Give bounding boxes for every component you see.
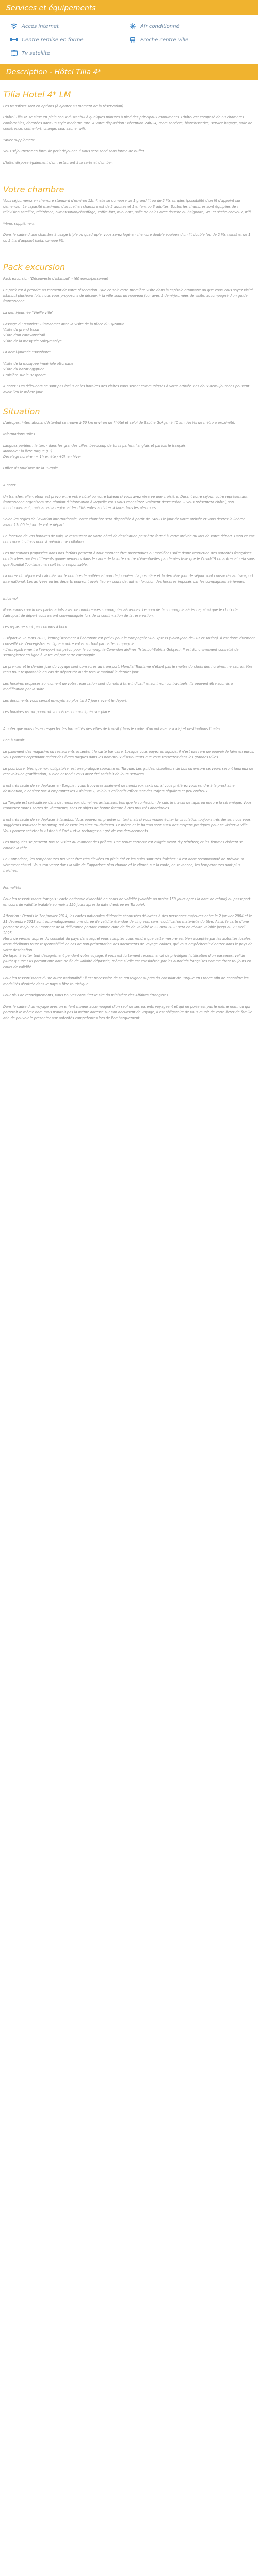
description-banner: Description - Hôtel Tilia 4* (0, 64, 258, 80)
rooms-text: Dans le cadre d'une chambre à usage triple ou quadruple, vous serez logé en chambre double équipée d'un lit double (ou de 2 lits twins) et de 1 ou 2 lits d'appoint (sofa, canapé lit). (3, 233, 251, 243)
infos-text: Les horaires proposés au moment de votre réservation sont donnés à titre indicatif et sont non contractuels. Ils peuvent être soumis à modification par la suite. (3, 682, 233, 691)
rooms-text: *Avec supplément (3, 222, 35, 226)
tips-text: En Cappadoce, les températures peuvent être très élevées en plein été et les nuits sont très fraîches : il est donc recommandé de prévoir un vêtement chaud. Vous trouverez dans la ville de Cappadoce plus chaude et le climat, sur la route, en revanche, les températures sont plus fraîches. (3, 857, 244, 873)
pack-text: A noter : Les déjeuners ne sont pas inclus et les horaires des visites vous seront communiqués à votre arrivée. Les deux demi-journées peuvent avoir lieu le même jour. (3, 384, 250, 394)
pack-text: Ce pack est à prendre au moment de votre réservation. Que ce soit votre première visite dans la capitale ottomane ou que vous vous soyez visité Istanbul plusieurs fois, nous vous proposons de découvrir la ville sous un nouveau jour avec 2 demi-journées de visite, accompagné d'un guide francophone. (3, 288, 253, 303)
equipment-item (129, 36, 248, 43)
equipment-label: Accès internet (22, 23, 59, 29)
equipment-label: Centre remise en forme (22, 37, 84, 43)
hotel-intro-text: *Avec supplément (3, 138, 35, 142)
hotel-intro-text: L'hôtel dispose également d'un restaurant à la carte et d'un bar. (3, 161, 113, 165)
hotel-intro-text: Vous séjournerez en formule petit déjeuner. Il vous sera servi sous forme de buffet. (3, 149, 146, 154)
infos-text: Les horaires retour pourront vous être communiqués sur place. (3, 710, 111, 714)
pack-text: Visite de la mosquée impériale ottomane Visite du bazar égyptien Croisière sur le Bosphore (3, 362, 74, 377)
pack-text: Pack excursion "Découverte d'Istanbul" - (60 euros/personne) (3, 277, 109, 281)
equipment-item (10, 36, 129, 43)
infos-text: Nous avons conclu des partenariats avec de nombreuses compagnies aériennes. Le nom de la compagnie aérienne, ainsi que le choix de l'aéroport de départ vous seront communiqués lors de la confirmation de la réservation. (3, 608, 238, 618)
notes-text: Un transfert aller-retour est prévu entre votre hôtel ou votre bateau si vous avez réservé une croisière. Durant votre séjour, votre représentant francophone organisera une réunion d'information à laquelle vous vous connaîtrez vraiment d'excursion. Il vous présentera l'hôtel, son fonctionnement, mais aussi la région et les différentes activités à faire dans les alentours. (3, 495, 248, 510)
situation-text: L'aéroport international d'Istanbul se trouve à 50 km environ de l'hôtel et celui de Sabiha Gokçen à 40 km. Arrêts de métro à proximité. (3, 421, 235, 425)
formalites-text: Dans le cadre d'un voyage avec un enfant mineur accompagné d'un seul de ses parents voyageant et qui ne porte est pas le même nom, ou qui porterait le même nom mais n'aurait pas la même adresse sur son document de voyage, il est obligatoire de vous munir de votre livret de famille afin de pouvoir le présenter aux autorités compétentes lors de l'embarquement. (3, 1005, 253, 1020)
pack-heading: Pack excursion (3, 262, 66, 272)
situation-text: Langues parlées : le turc - dans les grandes villes, beaucoup de turcs parlent l'anglais et parfois le français Monnaie : la livre turque (LT) Décalage horaire : + 1h en été / +2h en hiver (3, 444, 186, 459)
equipment-label: Air conditionné (140, 23, 180, 29)
formalites-text: Pour les ressortissants français : carte nationale d'identité en cours de validité (valable au moins 150 jours après la date de retour) ou passeport en cours de validité (valable au moins 150 jours après la date d'entrée en Turquie). (3, 897, 251, 907)
tips-text: Les mosquées se peuvent pas se visiter au moment des prières. Une tenue correcte est exigée avant d'y pénétrer, et les femmes doivent se couvrir la tête. (3, 840, 244, 850)
tips-text: Il est très facile de se déplacer à Istanbul. Vous pouvez emprunter un taxi mais si vous voulez éviter la circulation toujours très dense, nous vous suggérons d'utiliser le tramway, qui dessert les sites touristiques. Le métro et le bateau sont aussi des moyens pratiques pour se visiter la ville. Vous pouvez acheter la « Istanbul Kart » et la recharger au gré de vos déplacements. (3, 818, 251, 833)
tips-heading: Bon à savoir (3, 738, 24, 742)
notes-text: En fonction de vos horaires de vols, le restaurant de votre hôtel de destination peut être fermé à votre arrivée ou lors de votre départ. Dans ce cas nous vous invitons donc à prévoir une collation. (3, 534, 255, 544)
infos-heading: Infos vol (3, 597, 18, 601)
wifi-icon (10, 23, 18, 30)
infos-text: Les documents vous seront envoyés au plus tard 7 jours avant le départ. (3, 699, 128, 703)
situation-heading: Situation (3, 406, 40, 416)
infos-text: - Départ le 26 Mars 2023, l'enregistrement à l'aéroport est prévu pour le compagnie SunExpress (Saint-Jean-de-Luz et Toulon). Il est donc vivement conseillé de s'enregistrer en ligne à votre vol et surtout par cette compagnie. - L'enregistrement à l'aéroport est prévu pour la compagnie Corendon airlines (Istanbul-Sabiha Gokçen). Il est donc vivement conseillé de s'enregistrer en ligne à votre vol par cette compagnie. (3, 636, 255, 657)
bus-icon (129, 36, 136, 43)
situation-text: Informations utiles (3, 432, 35, 436)
formalites-heading: Formalités (3, 886, 21, 890)
hotel-heading: Tilia Hotel 4* LM (3, 90, 71, 99)
pack-text: La demi-journée "Vieille ville" (3, 311, 54, 315)
hotel-intro-text: L'hôtel Tilia 4* se situe en plein coeur d'Istanbul à quelques minutes à pied des principaux monuments. L'hôtel est composé de 60 chambres confortables, décorées dans un style moderne turc. A votre disposition : réception 24h/24, room service*, blanchisserie*, service bagage, salle de conférence, coffre-fort, change, spa, sauna, wifi. (3, 115, 252, 131)
notes-heading: A noter (3, 483, 16, 487)
tips-text: Le paiement des magasins ou restaurants acceptent la carte bancaire. Lorsque vous payez en liquide, il n'est pas rare de pouvoir le faire en euros. Vous pourrez cependant retirer des livres turques dans les nombreux distributeurs que vous trouverez dans les grandes villes. (3, 750, 254, 759)
notes-text: Selon les règles de l'aviation internationale, votre chambre sera disponible à partir de 14h00 le jour de votre arrivée et vous devrez la libérer avant 12h00 le jour de votre départ. (3, 517, 245, 527)
tips-text: A noter que vous devez respecter les formalités des villes de transit (dans le cadre d'un vol avec escale) et destinations finales. (3, 727, 222, 731)
formalites-text: Attention : Depuis le 1er janvier 2014, les cartes nationales d'identité sécurisées délivrées à des personnes majeures entre le 2 janvier 2004 et le 31 décembre 2013 sont automatiquement une durée de validité étendue de cinq ans, sans modification matérielle du titre. Ainsi, la carte d'une personne majeure au moment de la délivrance portant comme date de fin de validité le 22 avril 2020 sera en réalité valable jusqu'au 23 avril 2025. Merci de vérifier auprès du consulat du pays dans lequel vous comptez vous rendre que cette mesure est bien acceptée par les autorités locales. Nous déclinons toute responsabilité en cas de non-présentation des documents de voyage valides, qui vous empêcherait d'entrer dans le pays de votre destination. De façon à éviter tout désagrément pendant votre voyage, il vous est fortement recommandé de privilégier l'utilisation d'un passeport valide plutôt qu'une CNI portant une date de fin de validité dépassée, même si elle est considérée par les autorités françaises comme étant toujours en cours de validité. (3, 914, 253, 969)
formalites-text: Pour les ressortissants d'une autre nationalité : il est nécessaire de se renseigner auprès du consulat de Turquie en France afin de connaître les modalités d'entrée dans le pays à titre touristique. (3, 976, 249, 986)
notes-text: Les prestations proposées dans nos forfaits peuvent à tout moment être suspendues ou modifiées suite d'une restriction des autorités françaises ou décidées par les différents gouvernements dans le cadre de la lutte contre d'éventuelles pandémies telle que le Covid-19 ou autres et cela sans que Mondial Tourisme n'en soit tenu responsable. (3, 551, 255, 567)
situation-text: Office du tourisme de la Turquie (3, 466, 58, 470)
infos-text: Les repas ne sont pas compris à bord. (3, 625, 68, 629)
description-content (0, 90, 258, 1037)
page (0, 0, 258, 1037)
equipment-label: Tv satellite (22, 50, 51, 56)
rooms-heading: Votre chambre (3, 184, 64, 194)
tv-icon (10, 49, 18, 57)
tips-text: Il est très facile de se déplacer en Turquie : vous trouverez aisément de nombreux taxis ou, si vous préférez vous rendre à la prochaine destination, n'hésitez pas à emprunter les « dolmus », minibus collectifs effectuant des trajets réguliers et peu onéreux. (3, 784, 235, 793)
equipment-item (10, 49, 129, 57)
services-banner: Services et équipements (0, 0, 258, 15)
equipment-label: Proche centre ville (140, 37, 189, 43)
notes-text: La durée du séjour est calculée sur le nombre de nuitées et non de journées. La première et la dernière jour de séjour sont consacrés au transport international. Les arrivées ou les départs pourront avoir lieu en cours de nuit en fonction des horaires imposés par les compagnies aériennes. (3, 574, 253, 584)
equipment-item (129, 23, 248, 30)
dumbbell-icon (10, 36, 18, 43)
infos-text: Le premier et le dernier jour du voyage sont consacrés au transport. Mondial Tourisme n'étant pas le maître du choix des horaires, ne saurait être tenu pour responsable en cas de départ tôt ou de retour matinal le dernier jour. (3, 665, 253, 674)
formalites-text: Pour plus de renseignements, vous pouvez consulter le site du ministère des Affaires étrangères (3, 993, 168, 997)
tips-text: Le pourboire, bien que non obligatoire, est une pratique courante en Turquie. Les guides, chauffeurs de bus ou encore serveurs seront heureux de recevoir une gratification, si bien entendu vous avez été satisfait de leurs services. (3, 767, 254, 776)
snowflake-icon (129, 23, 136, 30)
pack-text: Passage du quartier Sultanahmet avec la visite de la place du Byzantin Visite du grand bazar Visite d'un caravansérail Visite de la mosquée Suleymaniye (3, 322, 125, 343)
equipment-item (10, 23, 129, 30)
pack-text: La demi-journée "Bosphore" (3, 350, 52, 354)
hotel-intro-text: Les transferts sont en options (à ajouter au moment de la réservation). (3, 104, 125, 108)
rooms-text: Vous séjournerez en chambre standard d'environ 12m², elle se compose de 1 grand lit ou de 2 lits simples (possibilité d'un lit d'appoint sur demande). La capacité maximum d'accueil en chambre est de 2 adultes et 1 enfant ou 3 adultes. Toutes les chambres sont équipées de : télévision satellite, téléphone, climatisation/chauffage, coffre-fort, mini bar*, salle de bains avec douche ou baignoire, WC et sèche-cheveux, wifi. (3, 199, 252, 214)
tips-text: La Turquie est spécialisée dans de nombreux domaines artisanaux, tels que la confection de cuir, le travail de tapis ou encore la céramique. Vous trouverez toutes sortes de vêtements, sacs et objets de bonne facture à des prix très abordables. (3, 801, 252, 810)
equipments-grid (0, 15, 258, 64)
